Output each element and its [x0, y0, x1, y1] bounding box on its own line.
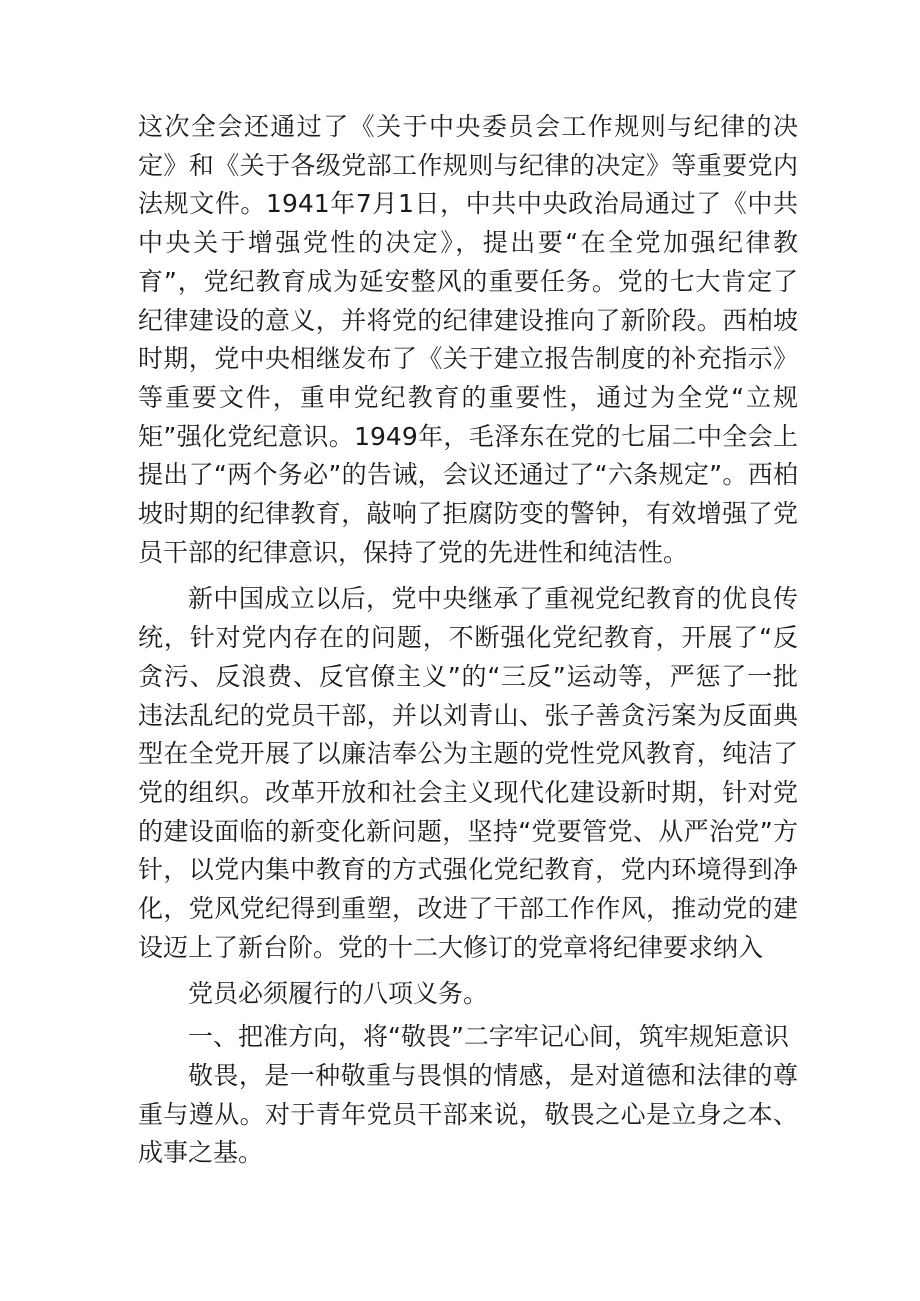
section-heading-one: 一、把准方向，将“敬畏”二字牢记心间，筑牢规矩意识	[188, 1022, 789, 1052]
paragraph-new-china-reform: 新中国成立以后，党中央继承了重视党纪教育的优良传统，针对党内存在的问题，不断强化党纪教育，开展了“反贪污、反浪费、反官僚主义”的“三反”运动等，严惩了一批违法乱纪的党员干部，并以刘青山、张子善贪污案为反面典型在全党开展了以廉洁奉公为主题的党性党风教育，纯洁了党的组织。改革开放和社会主义现代化建设新时期，针对党的建设面临的新变化新问题，坚持“党要管党、从严治党”方针，以党内集中教育的方式强化党纪教育，党内环境得到净化，党风党纪得到重塑，改进了干部工作作风，推动党的建设迈上了新台阶。党的十二大修订的党章将纪律要求纳入	[138, 584, 798, 962]
paragraph-awe: 敬畏，是一种敬重与畏惧的情感，是对道德和法律的尊重与遵从。对于青年党员干部来说，敬畏之心是立身之本、成事之基。	[138, 1060, 798, 1168]
paragraph-eight-duties: 党员必须履行的八项义务。	[188, 979, 489, 1009]
document-body	[138, 108, 798, 1173]
paragraph-history-yanan-xibaipo: 这次全会还通过了《关于中央委员会工作规则与纪律的决定》和《关于各级党部工作规则与纪律的决定》等重要党内法规文件。1941年7月1日，中共中央政治局通过了《中共中央关于增强党性的决定》，提出要“在全党加强纪律教育”，党纪教育成为延安整风的重要任务。党的七大肯定了纪律建设的意义，并将党的纪律建设推向了新阶段。西柏坡时期，党中央相继发布了《关于建立报告制度的补充指示》等重要文件，重申党纪教育的重要性，通过为全党“立规矩”强化党纪意识。1949年，毛泽东在党的七届二中全会上提出了“两个务必”的告诫，会议还通过了“六条规定”。西柏坡时期的纪律教育，敲响了拒腐防变的警钟，有效增强了党员干部的纪律意识，保持了党的先进性和纯洁性。	[138, 112, 798, 567]
